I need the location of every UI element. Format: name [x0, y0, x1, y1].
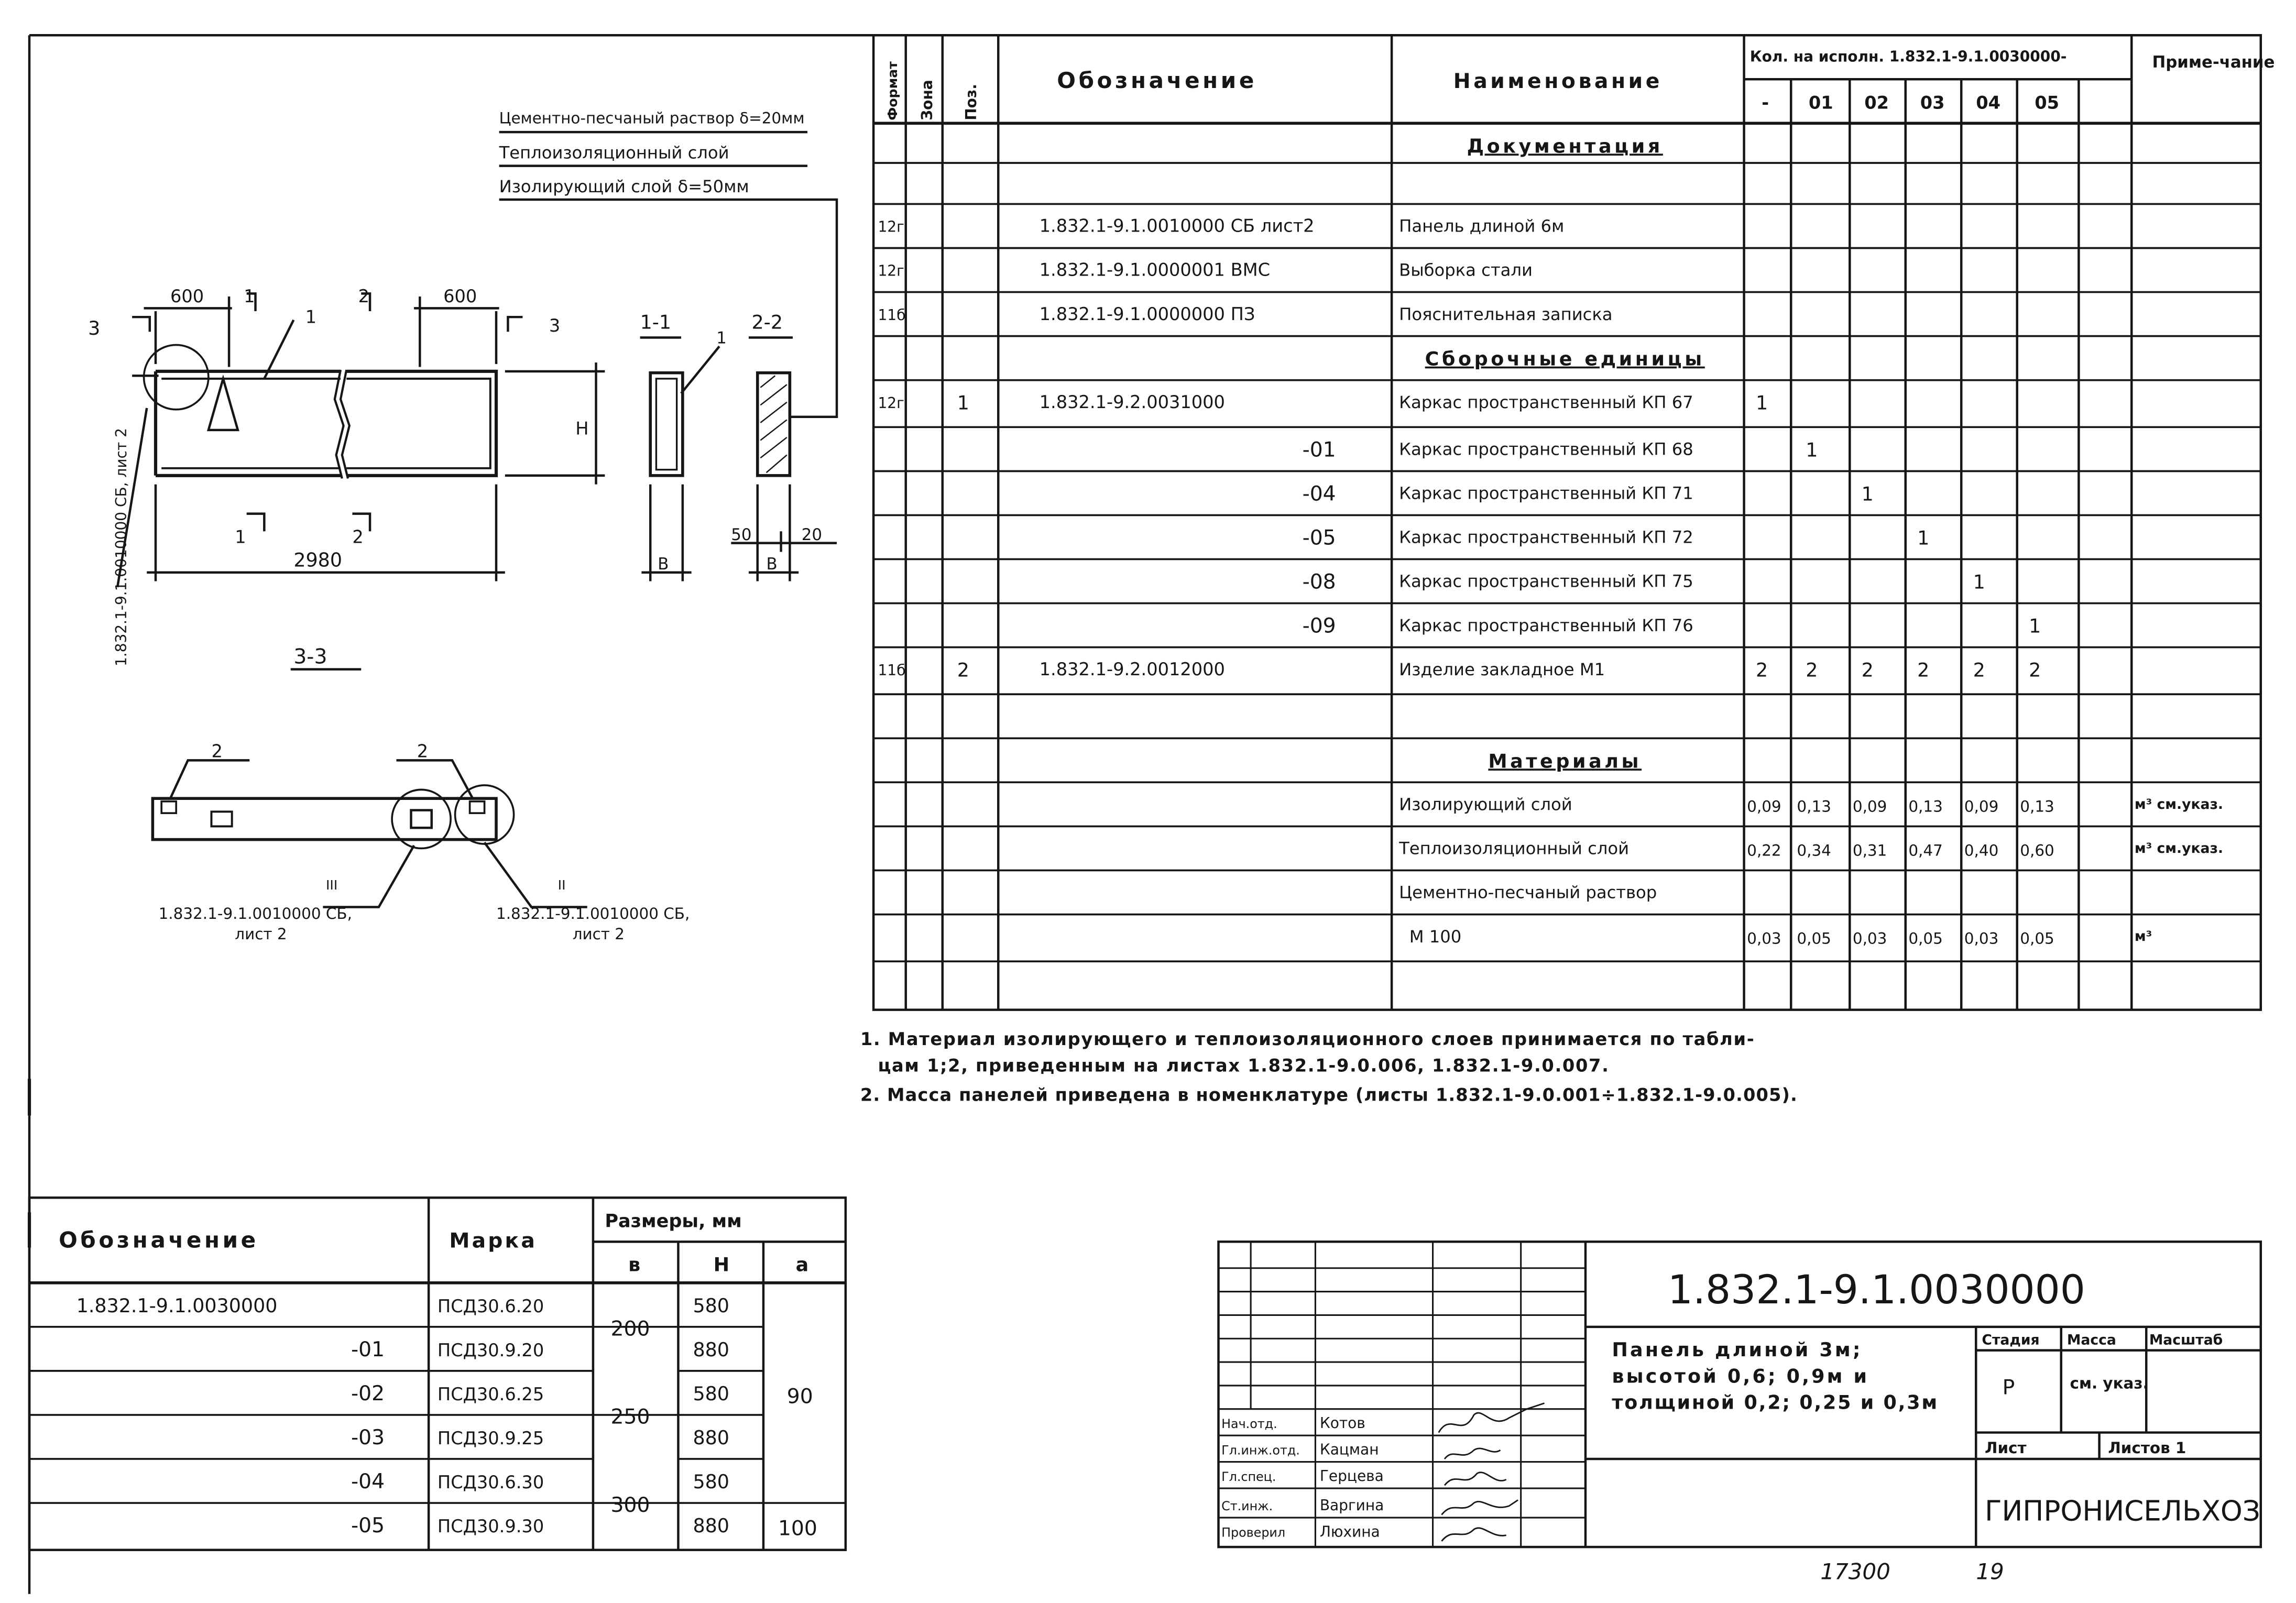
title-block	[1612, 1267, 2260, 1528]
vt-cell-designation: -02	[351, 1381, 385, 1406]
spec-cell-qty: 0,13	[1797, 797, 1831, 816]
spec-cell-qty: 2	[1755, 658, 1768, 682]
ref-left-line2: лист 2	[235, 925, 287, 943]
vt-a-group-100: 100	[778, 1517, 817, 1541]
variant-header-0: -	[1762, 92, 1769, 113]
title-mass: см. указ.	[2070, 1374, 2149, 1392]
vt-b-group-300: 300	[610, 1493, 650, 1517]
callout-pos-2-left: 2	[211, 741, 223, 762]
spec-cell-qty: 1	[1861, 482, 1874, 506]
dim-h: Н	[575, 418, 589, 439]
spec-cell-qty: 0,05	[2020, 929, 2054, 948]
signatory-name: Люхина	[1319, 1523, 1380, 1541]
dim-600-right: 600	[443, 286, 477, 307]
spec-cell-qty: 0,09	[1747, 797, 1781, 816]
title-mass-header: Масса	[2067, 1332, 2116, 1348]
spec-cell-name: Выборка стали	[1399, 260, 1533, 280]
variant-header-4: 04	[1976, 92, 2001, 113]
spec-variant-headers	[1762, 92, 2059, 113]
spec-table-header	[885, 48, 2275, 120]
vt-cell-designation: 1.832.1-9.1.0030000	[76, 1294, 278, 1317]
spec-cell-qty: 2	[1973, 658, 1985, 682]
layer-label-isolating: Изолирующий слой δ=50мм	[499, 177, 749, 197]
section-1-1	[640, 337, 719, 581]
vertical-reference: 1.832.1-9.1.0010000 СБ, лист 2	[112, 427, 130, 667]
header-format: Формат	[884, 61, 900, 120]
spec-cell-format: 12г	[878, 262, 904, 280]
callout-pos-1-elevation: 1	[305, 306, 317, 327]
ref-left-line1: 1.832.1-9.1.0010000 СБ,	[158, 904, 352, 923]
footer-page-number: 19	[1976, 1558, 2004, 1585]
title-line-3: толщиной 0,2; 0,25 и 0,3м	[1612, 1391, 1939, 1414]
vt-cell-designation: -01	[351, 1337, 385, 1362]
cut-mark-3b: 3	[549, 315, 561, 336]
spec-cell-designation: 1.832.1-9.2.0031000	[1039, 391, 1225, 412]
vt-header-h: Н	[713, 1253, 730, 1276]
vt-cell-h: 880	[693, 1514, 729, 1538]
spec-cell-qty: 1	[1917, 526, 1930, 550]
header-note: Приме-чание	[2152, 52, 2275, 72]
spec-section-title: Сборочные единицы	[1425, 347, 1705, 370]
spec-cell-qty: 0,09	[1852, 797, 1887, 816]
signatory-role: Гл.спец.	[1221, 1469, 1276, 1485]
dim-b-2-2: В	[766, 555, 778, 574]
spec-cell-designation: 1.832.1-9.1.0010000 СБ лист2	[1039, 215, 1315, 236]
spec-cell-qty: 1	[1755, 391, 1768, 414]
title-block-signatories	[1221, 1414, 1384, 1540]
spec-table-grid	[873, 35, 2261, 1009]
vt-cell-h: 580	[693, 1294, 729, 1317]
note-1-line2: цам 1;2, приведенным на листах 1.832.1-9.0.006, 1.832.1-9.0.007.	[878, 1055, 1610, 1076]
spec-cell-name: Каркас пространственный КП 67	[1399, 392, 1693, 412]
spec-cell-designation: 1.832.1-9.2.0012000	[1039, 658, 1225, 679]
spec-cell-designation: 1.832.1-9.1.0000000 ПЗ	[1039, 303, 1255, 324]
spec-cell-qty: 0,22	[1747, 841, 1781, 860]
layer-label-insulation: Теплоизоляционный слой	[499, 142, 729, 163]
dim-2980: 2980	[293, 548, 343, 572]
layer-label-mortar: Цементно-песчаный раствор δ=20мм	[499, 109, 805, 127]
variant-header-2: 02	[1864, 92, 1889, 113]
title-stage-header: Стадия	[1982, 1332, 2040, 1348]
vt-header-b: в	[628, 1253, 641, 1276]
signatures	[1439, 1403, 1545, 1541]
dim-50: 50	[731, 525, 752, 545]
spec-cell-note: м³ см.указ.	[2134, 796, 2224, 813]
spec-cell-name: Каркас пространственный КП 68	[1399, 439, 1693, 459]
header-name: Наименование	[1453, 70, 1663, 94]
spec-cell-name: Каркас пространственный КП 76	[1399, 615, 1693, 635]
spec-cell-name: Пояснительная записка	[1399, 304, 1613, 324]
callout-pos-2-right: 2	[417, 741, 429, 762]
general-notes	[860, 1029, 1798, 1105]
vt-cell-designation: -05	[351, 1514, 385, 1538]
vt-cell-designation: -04	[351, 1470, 385, 1494]
cut-mark-1a: 1	[244, 286, 255, 307]
ref-num-iii: III	[325, 877, 338, 893]
spec-cell-qty: 0,40	[1964, 841, 1999, 860]
title-sheet-label: Лист	[1985, 1439, 2027, 1457]
title-organization: ГИПРОНИСЕЛЬХОЗ	[1985, 1495, 2260, 1528]
spec-cell-qty: 0,31	[1852, 841, 1887, 860]
signatory-name: Котов	[1319, 1414, 1365, 1432]
spec-cell-position: 2	[957, 658, 969, 682]
spec-cell-name: Изолирующий слой	[1399, 794, 1572, 815]
spec-cell-qty: 0,03	[1852, 929, 1887, 948]
cut-mark-2b: 2	[352, 526, 364, 547]
dim-600-left: 600	[170, 286, 204, 307]
vt-cell-designation: -03	[351, 1425, 385, 1450]
spec-cell-qty: 0,13	[1908, 797, 1943, 816]
spec-cell-format: 11б	[878, 306, 906, 324]
ref-num-ii: II	[557, 877, 566, 893]
vt-cell-h: 880	[693, 1338, 729, 1361]
vt-header-dims: Размеры, мм	[605, 1210, 742, 1232]
spec-cell-name: Каркас пространственный КП 72	[1399, 527, 1693, 547]
signatory-role: Нач.отд.	[1221, 1417, 1277, 1432]
spec-cell-qty: 0,34	[1797, 841, 1831, 860]
title-sheets-count: Листов 1	[2108, 1439, 2186, 1457]
vt-cell-h: 580	[693, 1470, 729, 1494]
vt-b-group-250: 250	[610, 1405, 650, 1429]
vt-b-group-200: 200	[610, 1317, 650, 1341]
signatory-role: Проверил	[1221, 1525, 1286, 1540]
spec-cell-qty: 1	[1806, 438, 1818, 462]
vt-header-designation: Обозначение	[59, 1227, 259, 1253]
spec-cell-name: Изделие закладное М1	[1399, 659, 1605, 679]
signatory-role: Ст.инж.	[1221, 1499, 1273, 1514]
vt-cell-h: 880	[693, 1426, 729, 1449]
spec-cell-qty: 0,05	[1908, 929, 1943, 948]
spec-cell-qty: 2	[2029, 658, 2041, 682]
title-line-1: Панель длиной 3м;	[1612, 1338, 1863, 1361]
spec-cell-qty: 0,60	[2020, 841, 2054, 860]
title-stage: Р	[2002, 1376, 2015, 1400]
section-3-3	[152, 669, 587, 907]
title-scale-header: Масштаб	[2149, 1332, 2223, 1348]
header-qty: Кол. на исполн. 1.832.1-9.1.0030000-	[1750, 48, 2067, 65]
vt-header-mark: Марка	[449, 1229, 538, 1253]
spec-cell-designation: -09	[1302, 614, 1336, 638]
header-pos: Поз.	[963, 84, 980, 120]
spec-cell-qty: 0,05	[1797, 929, 1831, 948]
vt-cell-mark: ПСД30.9.25	[437, 1428, 544, 1448]
spec-cell-qty: 1	[1973, 570, 1985, 594]
spec-cell-designation: -05	[1302, 526, 1336, 550]
header-designation: Обозначение	[1057, 68, 1257, 94]
spec-cell-qty: 0,09	[1964, 797, 1999, 816]
vt-header-a: а	[795, 1253, 809, 1276]
spec-cell-qty: 2	[1861, 658, 1874, 682]
vt-cell-mark: ПСД30.9.20	[437, 1340, 544, 1360]
section-title-3-3: 3-3	[293, 645, 327, 669]
note-2: 2. Масса панелей приведена в номенклатуре (листы 1.832.1-9.0.001÷1.832.1-9.0.005).	[860, 1084, 1798, 1105]
dim-b-1-1: В	[658, 555, 669, 574]
vt-cell-mark: ПСД30.6.20	[437, 1295, 544, 1316]
section-title-1-1: 1-1	[640, 311, 672, 334]
spec-cell-name: Каркас пространственный КП 75	[1399, 571, 1693, 591]
spec-cell-qty: 0,03	[1747, 929, 1781, 948]
vt-a-group-90: 90	[786, 1385, 813, 1409]
note-1-line1: 1. Материал изолирующего и теплоизоляционного слоев принимается по табли-	[860, 1028, 1755, 1049]
signatory-role: Гл.инж.отд.	[1221, 1443, 1300, 1458]
cut-mark-1b: 1	[235, 526, 246, 547]
vt-cell-mark: ПСД30.9.30	[437, 1516, 544, 1537]
ref-right-line2: лист 2	[572, 925, 625, 943]
spec-cell-note: м³ см.указ.	[2134, 840, 2224, 857]
cut-mark-3a: 3	[88, 316, 101, 339]
title-line-2: высотой 0,6; 0,9м и	[1612, 1365, 1869, 1388]
spec-cell-qty: 0,13	[2020, 797, 2054, 816]
spec-cell-note: м³	[2134, 928, 2152, 945]
spec-cell-format: 12г	[878, 394, 904, 412]
cut-mark-2a: 2	[358, 286, 370, 307]
vt-cell-mark: ПСД30.6.30	[437, 1472, 544, 1493]
spec-cell-position: 1	[957, 391, 969, 414]
spec-cell-designation: -04	[1302, 482, 1336, 506]
variant-header-5: 05	[2035, 92, 2060, 113]
spec-cell-designation: -01	[1302, 438, 1336, 462]
header-zone: Зона	[919, 80, 936, 120]
footer	[1820, 1559, 2004, 1585]
spec-section-title: Материалы	[1488, 750, 1642, 773]
spec-cell-name: М 100	[1409, 926, 1462, 947]
spec-section-title: Документация	[1467, 135, 1663, 158]
section-title-2-2: 2-2	[751, 311, 783, 334]
signatory-name: Кацман	[1319, 1441, 1379, 1458]
title-doc-number: 1.832.1-9.1.0030000	[1667, 1266, 2085, 1313]
spec-cell-designation: -08	[1302, 570, 1336, 594]
footer-inventory-number: 17300	[1820, 1558, 1890, 1585]
variant-header-3: 03	[1920, 92, 1945, 113]
spec-cell-name: Каркас пространственный КП 71	[1399, 483, 1693, 503]
spec-cell-format: 12г	[878, 218, 904, 236]
section-2-2	[731, 200, 837, 581]
vt-cell-mark: ПСД30.6.25	[437, 1384, 544, 1404]
spec-cell-qty: 0,47	[1908, 841, 1943, 860]
spec-cell-format: 11б	[878, 661, 906, 679]
spec-cell-name: Теплоизоляционный слой	[1399, 838, 1630, 859]
variants-table-header	[59, 1210, 808, 1276]
dim-20: 20	[801, 525, 822, 545]
spec-cell-qty: 2	[1806, 658, 1818, 682]
spec-cell-name: Панель длиной 6м	[1399, 216, 1565, 236]
spec-cell-name: Цементно-песчаный раствор	[1399, 882, 1657, 903]
ref-right-line1: 1.832.1-9.1.0010000 СБ,	[496, 904, 690, 923]
signatory-name: Варгина	[1319, 1497, 1384, 1514]
variant-header-1: 01	[1808, 92, 1833, 113]
vt-cell-h: 580	[693, 1382, 729, 1405]
spec-cell-qty: 1	[2029, 614, 2041, 638]
signatory-name: Герцева	[1319, 1467, 1384, 1485]
spec-cell-designation: 1.832.1-9.1.0000001 ВМС	[1039, 259, 1271, 280]
spec-cell-qty: 2	[1917, 658, 1930, 682]
spec-cell-qty: 0,03	[1964, 929, 1999, 948]
callout-pos-1-section: 1	[716, 328, 727, 348]
